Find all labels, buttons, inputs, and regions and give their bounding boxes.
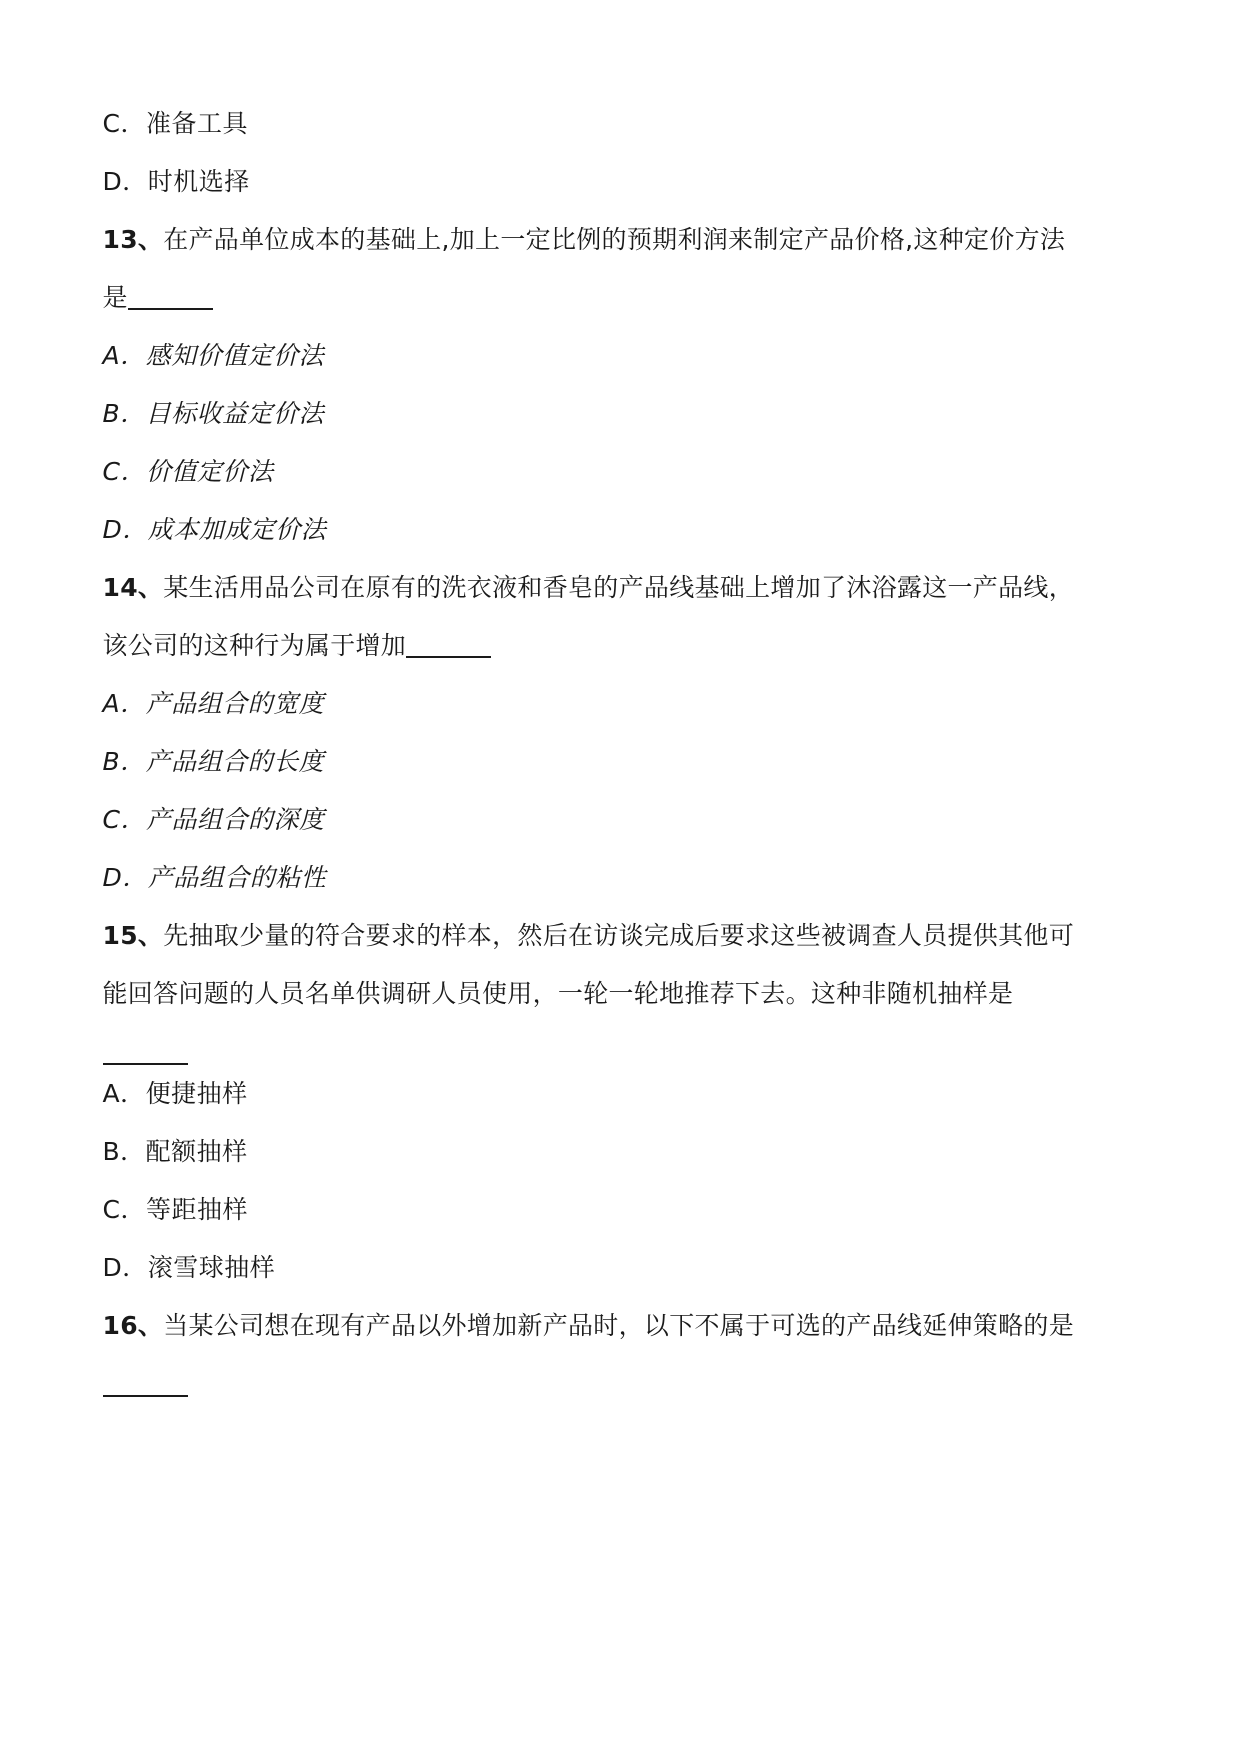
option-c: C．等距抽样 xyxy=(102,1195,248,1224)
option-a: A．感知价值定价法 xyxy=(102,341,325,370)
question-body-line2: 能回答问题的人员名单供调研人员使用，一轮一轮地推荐下去。这种非随机抽样是 xyxy=(102,979,1014,1008)
option-d: D．成本加成定价法 xyxy=(102,515,327,544)
question-number: 16、 xyxy=(102,1311,164,1340)
question-body-line1: 在产品单位成本的基础上,加上一定比例的预期利润来制定产品价格,这种定价方法 xyxy=(163,225,1066,254)
question-body-line1: 当某公司想在现有产品以外增加新产品时，以下不属于可选的产品线延伸策略的是 xyxy=(163,1311,1075,1340)
option-b: B．目标收益定价法 xyxy=(102,399,325,428)
question-text xyxy=(103,1297,1138,1355)
option-b: B．产品组合的长度 xyxy=(102,747,325,776)
question-body-line2: 该公司的这种行为属于增加 xyxy=(102,631,407,660)
question-15 xyxy=(103,907,1138,1297)
question-number: 13、 xyxy=(102,225,164,254)
option-d: D．滚雪球抽样 xyxy=(102,1253,276,1282)
option-d: D．产品组合的粘性 xyxy=(102,863,327,892)
question-body-line2-row xyxy=(103,617,1138,675)
question-body-line1: 先抽取少量的符合要求的样本，然后在访谈完成后要求这些被调查人员提供其他可 xyxy=(163,921,1075,950)
answer-blank xyxy=(103,1355,188,1397)
document-content xyxy=(103,95,1138,1397)
question-16 xyxy=(103,1297,1138,1397)
option-a: A．便捷抽样 xyxy=(102,1079,248,1108)
question-number: 14、 xyxy=(102,573,164,602)
answer-blank xyxy=(128,308,213,310)
question-text xyxy=(103,211,1138,269)
answer-blank xyxy=(406,656,491,658)
list-item: C．准备工具 xyxy=(102,109,248,138)
question-number: 15、 xyxy=(102,921,164,950)
answer-blank xyxy=(103,1023,188,1065)
question-body-line2-row xyxy=(103,269,1138,327)
list-item: D．时机选择 xyxy=(102,167,250,196)
option-a: A．产品组合的宽度 xyxy=(102,689,325,718)
option-b: B．配额抽样 xyxy=(102,1137,248,1166)
option-c: C．价值定价法 xyxy=(102,457,274,486)
question-text xyxy=(103,907,1138,965)
question-14 xyxy=(103,559,1138,907)
question-text xyxy=(103,559,1138,617)
option-c: C．产品组合的深度 xyxy=(102,805,325,834)
question-body-line2: 是 xyxy=(102,283,128,312)
question-13 xyxy=(103,211,1138,559)
question-body-line1: 某生活用品公司在原有的洗衣液和香皂的产品线基础上增加了沐浴露这一产品线， xyxy=(163,573,1075,602)
